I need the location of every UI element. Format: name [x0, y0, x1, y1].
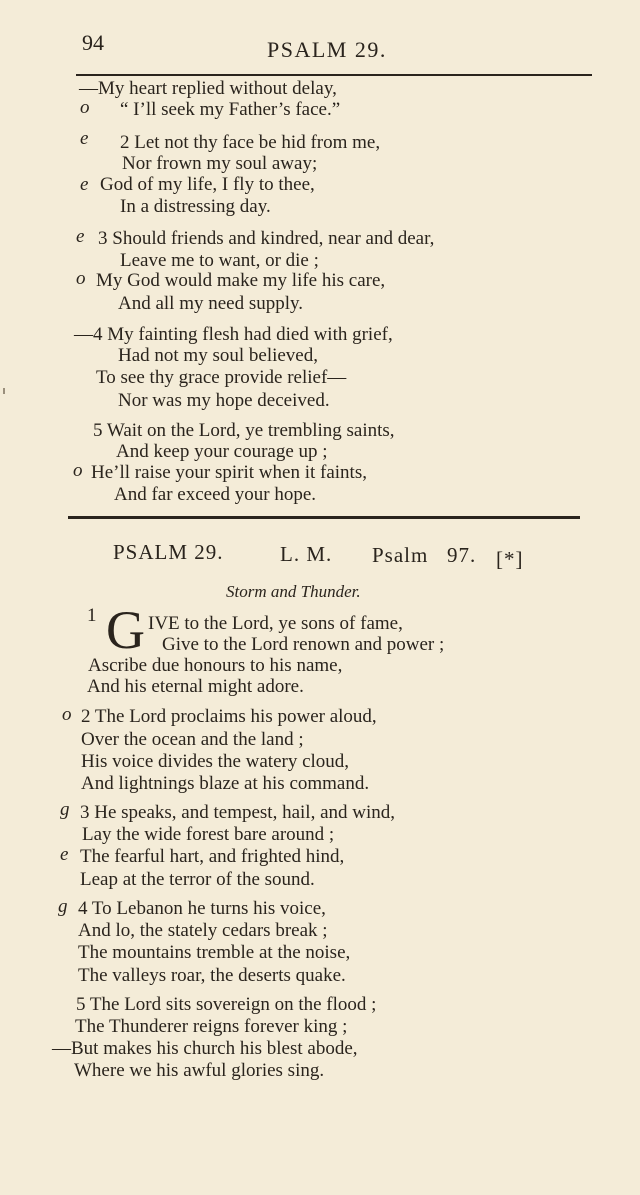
verse-line: Had not my soul believed, [118, 345, 318, 366]
psalm-title: PSALM 29. [113, 540, 224, 564]
verse-line: And lightnings blaze at his command. [81, 773, 370, 794]
verse-line: 4 To Lebanon he turns his voice, [78, 898, 326, 919]
verse-line: And lo, the stately cedars break ; [78, 920, 328, 941]
verse-line: —My heart replied without delay, [79, 78, 337, 99]
expression-mark: e [76, 226, 85, 247]
psalm-reference-label: Psalm [372, 543, 429, 567]
verse-line: My God would make my life his care, [96, 270, 386, 291]
verse-line: Give to the Lord renown and power ; [162, 634, 445, 655]
verse-line: The Thunderer reigns forever king ; [75, 1016, 348, 1037]
expression-mark: e [80, 128, 89, 149]
verse-line: 5 The Lord sits sovereign on the flood ; [76, 994, 377, 1015]
psalm-subtitle: Storm and Thunder. [226, 582, 361, 601]
verse-line: 3 He speaks, and tempest, hail, and wind, [80, 802, 396, 823]
expression-mark: e [60, 844, 69, 865]
verse-line: Over the ocean and the land ; [81, 729, 304, 750]
verse-number: 1 [87, 605, 97, 626]
expression-mark: o [80, 97, 90, 118]
margin-speck [3, 388, 5, 394]
page-number: 94 [82, 30, 104, 55]
verse-line: 2 Let not thy face be hid from me, [120, 132, 381, 153]
expression-mark: g [58, 896, 68, 917]
verse-line: And all my need supply. [118, 293, 304, 314]
verse-line: And keep your courage up ; [116, 441, 328, 462]
verse-line: The mountains tremble at the noise, [78, 942, 351, 963]
verse-line: And far exceed your hope. [114, 484, 317, 505]
header-rule [76, 74, 592, 76]
verse-line: And his eternal might adore. [87, 676, 304, 697]
verse-line: Ascribe due honours to his name, [88, 655, 343, 676]
verse-line: In a distressing day. [120, 196, 271, 217]
verse-line: Where we his awful glories sing. [74, 1060, 325, 1081]
verse-line: Nor was my hope deceived. [118, 390, 330, 411]
verse-line: 2 The Lord proclaims his power aloud, [81, 706, 377, 727]
verse-line: 5 Wait on the Lord, ye trembling saints, [93, 420, 395, 441]
verse-line: “ I’ll seek my Father’s face.” [120, 99, 341, 120]
verse-line: God of my life, I fly to thee, [100, 174, 315, 195]
running-head: PSALM 29. [267, 37, 387, 62]
psalm-tag: [*] [496, 547, 524, 571]
verse-line: —But makes his church his blest abode, [52, 1038, 358, 1059]
verse-line: Lay the wide forest bare around ; [82, 824, 335, 845]
section-rule [68, 516, 580, 519]
verse-line: The fearful hart, and frighted hind, [80, 846, 345, 867]
verse-line: His voice divides the watery cloud, [81, 751, 350, 772]
verse-line: To see thy grace provide relief— [96, 367, 347, 388]
verse-line: 3 Should friends and kindred, near and dear, [98, 228, 435, 249]
verse-line: IVE to the Lord, ye sons of fame, [148, 613, 403, 634]
verse-line: Leap at the terror of the sound. [80, 869, 315, 890]
verse-line: —4 My fainting flesh had died with grief, [74, 324, 393, 345]
drop-capital: G [106, 600, 145, 660]
expression-mark: o [62, 704, 72, 725]
expression-mark: o [73, 460, 83, 481]
expression-mark: o [76, 268, 86, 289]
psalm-reference-number: 97. [447, 543, 477, 567]
verse-line: The valleys roar, the deserts quake. [78, 965, 346, 986]
verse-line: Leave me to want, or die ; [120, 250, 319, 271]
expression-mark: g [60, 799, 70, 820]
verse-line: Nor frown my soul away; [122, 153, 318, 174]
verse-line: He’ll raise your spirit when it faints, [91, 462, 367, 483]
psalm-meter: L. M. [280, 542, 333, 566]
expression-mark: e [80, 174, 89, 195]
